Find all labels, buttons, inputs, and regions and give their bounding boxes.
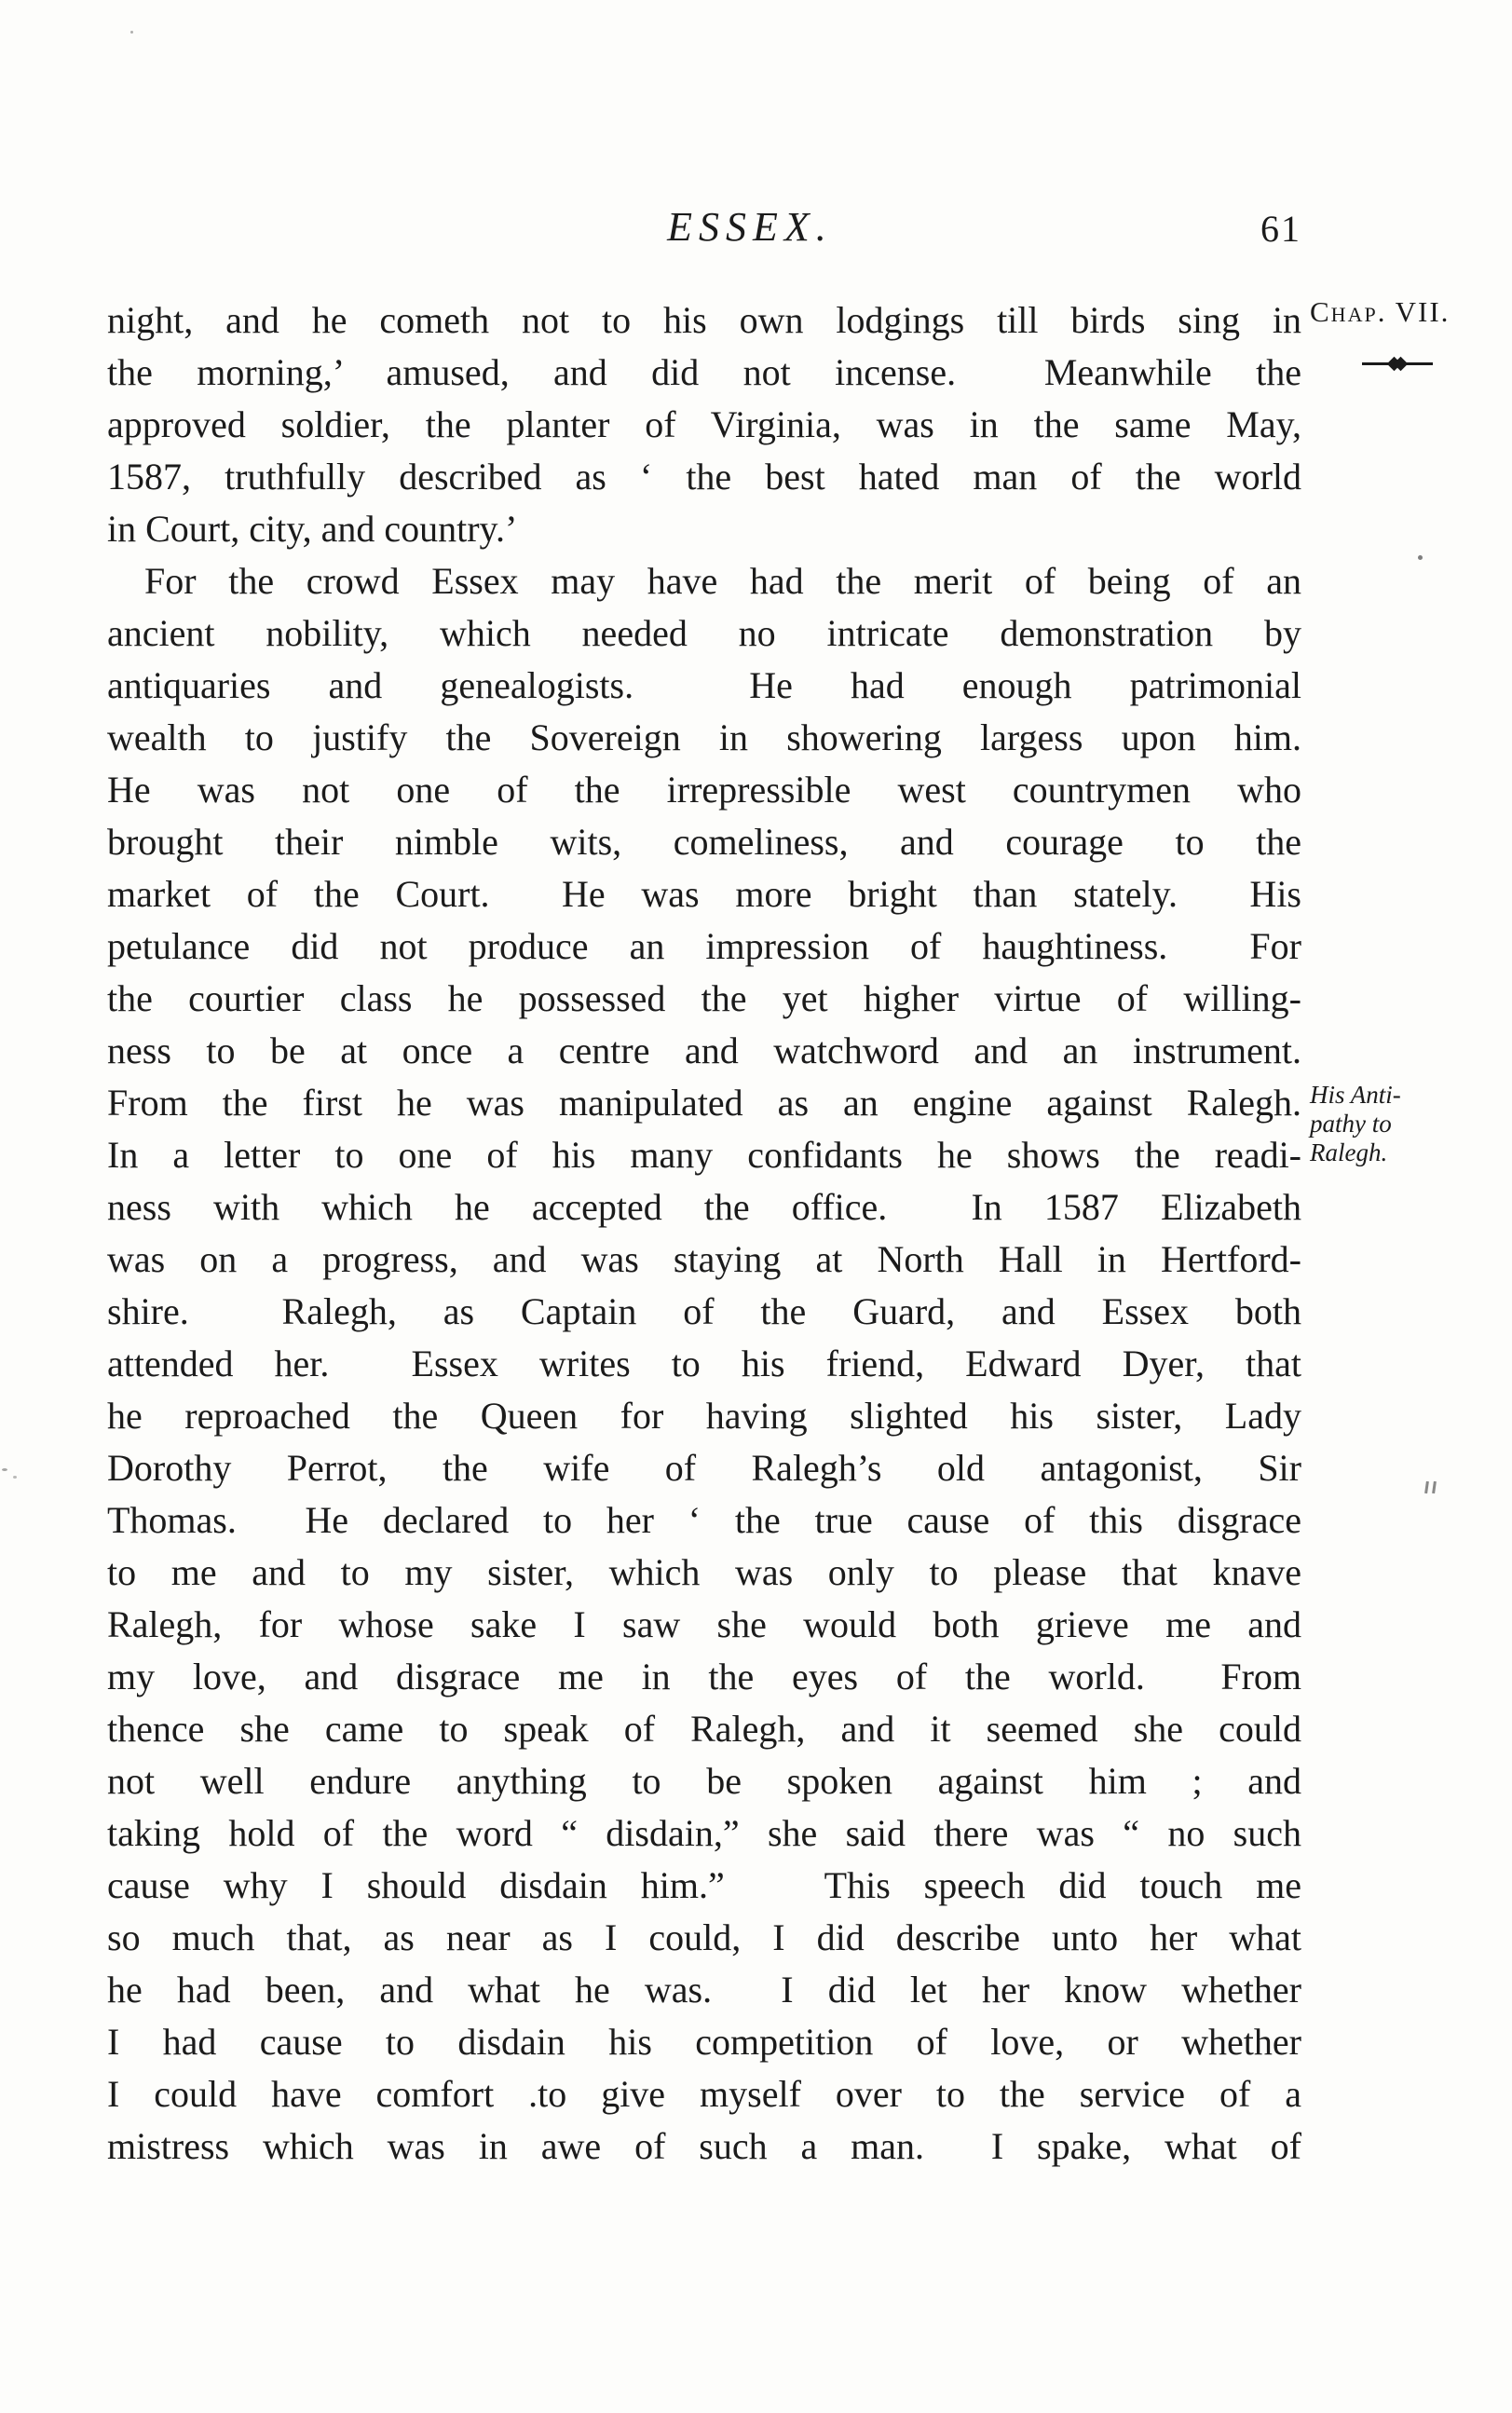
side-note-line: Ralegh.: [1310, 1138, 1388, 1166]
body-text-line: In a letter to one of his many confidants he shows the readi-: [107, 1134, 1301, 1176]
body-text-line: I could have comfort .to give myself over to the service of a: [107, 2073, 1301, 2115]
body-text-line: I had cause to disdain his competition of love, or whether: [107, 2021, 1301, 2063]
margin-chapter-note: Chap. VII.: [1310, 295, 1451, 328]
body-text-line: brought their nimble wits, comeliness, and courage to the: [107, 821, 1301, 863]
body-text-line: mistress which was in awe of such a man. I spake, what of: [107, 2125, 1301, 2167]
body-text-line: Ralegh, for whose sake I saw she would both grieve me and: [107, 1603, 1301, 1645]
body-text-line: He was not one of the irrepressible west countrymen who: [107, 769, 1301, 811]
body-text-line: ness to be at once a centre and watchword and an instrument.: [107, 1029, 1301, 1071]
scan-artifact: [1424, 1481, 1429, 1493]
body-text-line: antiquaries and genealogists. He had enough patrimonial: [107, 664, 1301, 706]
body-text-line: the courtier class he possessed the yet higher virtue of willing-: [107, 977, 1301, 1019]
scan-artifact: [1418, 555, 1423, 560]
body-text-line: Dorothy Perrot, the wife of Ralegh’s old antagonist, Sir: [107, 1447, 1301, 1489]
scan-artifact: [2, 1468, 7, 1471]
body-text-line: not well endure anything to be spoken against him ; and: [107, 1760, 1301, 1802]
body-text-line: 1587, truthfully described as ‘ the best hated man of the world: [107, 456, 1301, 498]
body-text-line: was on a progress, and was staying at North Hall in Hertford-: [107, 1238, 1301, 1280]
body-text-line: night, and he cometh not to his own lodgings till birds sing in: [107, 299, 1301, 341]
side-note-line: pathy to: [1310, 1110, 1392, 1138]
body-text-line: petulance did not produce an impression of haughtiness. For: [107, 925, 1301, 967]
body-text-line: shire. Ralegh, as Captain of the Guard, and Essex both: [107, 1290, 1301, 1332]
body-text-line: For the crowd Essex may have had the merit of being of an: [144, 560, 1301, 602]
body-text-line: approved soldier, the planter of Virginia, was in the same May,: [107, 403, 1301, 445]
body-text-line: From the first he was manipulated as an engine against Ralegh.: [107, 1082, 1301, 1124]
page-number: 61: [1260, 208, 1301, 250]
body-text-line: thence she came to speak of Ralegh, and it seemed she could: [107, 1708, 1301, 1750]
margin-side-note: [1310, 1081, 1507, 1167]
body-text-block: [107, 294, 1301, 2173]
body-text-line: taking hold of the word “ disdain,” she said there was “ no such: [107, 1812, 1301, 1854]
body-text-line: in Court, city, and country.’: [107, 508, 518, 550]
body-text-line: ness with which he accepted the office. In 1587 Elizabeth: [107, 1186, 1301, 1228]
side-note-line: His Anti-: [1310, 1081, 1401, 1109]
body-text-line: wealth to justify the Sovereign in showering largess upon him.: [107, 716, 1301, 758]
body-text-line: to me and to my sister, which was only to please that knave: [107, 1551, 1301, 1593]
body-text-line: so much that, as near as I could, I did describe unto her what: [107, 1916, 1301, 1958]
body-text-line: the morning,’ amused, and did not incense. Meanwhile the: [107, 351, 1301, 393]
body-text-line: ancient nobility, which needed no intricate demonstration by: [107, 612, 1301, 654]
scan-artifact: [130, 31, 133, 34]
scan-artifact: [1432, 1481, 1437, 1493]
body-text-line: my love, and disgrace me in the eyes of the world. From: [107, 1656, 1301, 1697]
body-text-line: he had been, and what he was. I did let her know whether: [107, 1969, 1301, 2011]
body-text-line: cause why I should disdain him.” This speech did touch me: [107, 1864, 1301, 1906]
scan-artifact: [13, 1476, 17, 1479]
body-text-line: attended her. Essex writes to his friend, Edward Dyer, that: [107, 1343, 1301, 1384]
running-head-title: ESSEX.: [667, 204, 833, 250]
body-text-line: Thomas. He declared to her ‘ the true cause of this disgrace: [107, 1499, 1301, 1541]
body-text-line: market of the Court. He was more bright than stately. His: [107, 873, 1301, 915]
diamond-rule-ornament: [1310, 356, 1485, 371]
body-text-line: he reproached the Queen for having slighted his sister, Lady: [107, 1395, 1301, 1437]
